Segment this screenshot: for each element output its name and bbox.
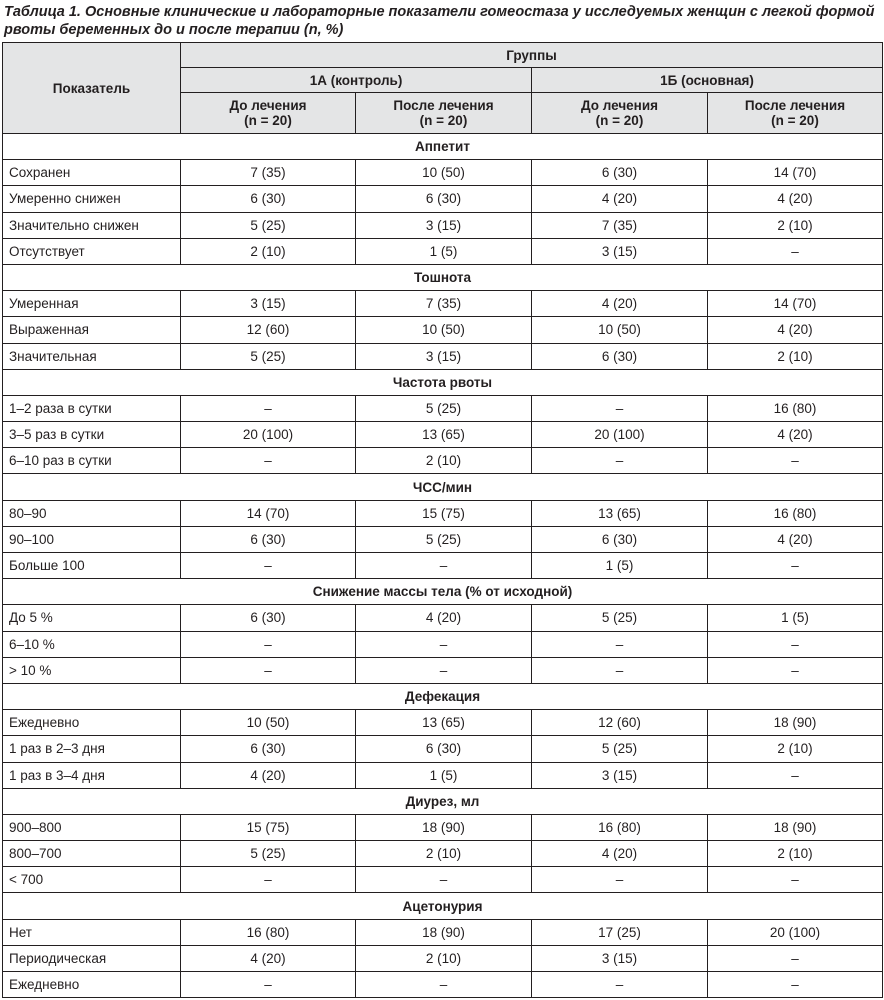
section-title: Частота рвоты bbox=[3, 369, 883, 395]
before-label: До лечения bbox=[580, 98, 659, 113]
cell-value: 14 (70) bbox=[181, 500, 356, 526]
row-label: Периодическая bbox=[3, 945, 181, 971]
table-row bbox=[3, 500, 883, 526]
cell-value: 16 (80) bbox=[708, 395, 883, 421]
cell-value: 4 (20) bbox=[708, 422, 883, 448]
table-row bbox=[3, 343, 883, 369]
section-row bbox=[3, 683, 883, 709]
cell-value: 6 (30) bbox=[532, 343, 708, 369]
cell-value: – bbox=[708, 762, 883, 788]
section-row bbox=[3, 264, 883, 290]
cell-value: 2 (10) bbox=[708, 736, 883, 762]
cell-value: 17 (25) bbox=[532, 919, 708, 945]
table-row bbox=[3, 762, 883, 788]
row-label: Отсутствует bbox=[3, 238, 181, 264]
cell-value: 6 (30) bbox=[181, 605, 356, 631]
cell-value: 4 (20) bbox=[708, 186, 883, 212]
cell-value: 3 (15) bbox=[356, 343, 532, 369]
header-indicator: Показатель bbox=[3, 43, 181, 134]
cell-value: 3 (15) bbox=[181, 291, 356, 317]
cell-value: 3 (15) bbox=[532, 238, 708, 264]
row-label: До 5 % bbox=[3, 605, 181, 631]
row-label: Нет bbox=[3, 919, 181, 945]
table-row bbox=[3, 160, 883, 186]
cell-value: 18 (90) bbox=[356, 814, 532, 840]
section-row bbox=[3, 134, 883, 160]
cell-value: 2 (10) bbox=[181, 238, 356, 264]
row-label: < 700 bbox=[3, 867, 181, 893]
table-row bbox=[3, 553, 883, 579]
cell-value: 4 (20) bbox=[708, 317, 883, 343]
cell-value: – bbox=[708, 657, 883, 683]
cell-value: 15 (75) bbox=[181, 814, 356, 840]
cell-value: 6 (30) bbox=[356, 736, 532, 762]
row-label: Значительно снижен bbox=[3, 212, 181, 238]
row-label: 3–5 раз в сутки bbox=[3, 422, 181, 448]
header-b-before bbox=[532, 93, 708, 134]
cell-value: 16 (80) bbox=[708, 500, 883, 526]
header-group-b: 1Б (основная) bbox=[532, 68, 883, 93]
cell-value: 10 (50) bbox=[356, 160, 532, 186]
cell-value: 3 (15) bbox=[356, 212, 532, 238]
cell-value: 16 (80) bbox=[532, 814, 708, 840]
cell-value: 16 (80) bbox=[181, 919, 356, 945]
table-row bbox=[3, 317, 883, 343]
cell-value: 13 (65) bbox=[532, 500, 708, 526]
table-row bbox=[3, 605, 883, 631]
cell-value: – bbox=[708, 553, 883, 579]
row-label: Выраженная bbox=[3, 317, 181, 343]
cell-value: 1 (5) bbox=[356, 762, 532, 788]
table-row bbox=[3, 841, 883, 867]
row-label: Умеренно снижен bbox=[3, 186, 181, 212]
section-title: Дефекация bbox=[3, 683, 883, 709]
cell-value: 4 (20) bbox=[532, 186, 708, 212]
row-label: 80–90 bbox=[3, 500, 181, 526]
header-groups: Группы bbox=[181, 43, 883, 68]
table-row bbox=[3, 186, 883, 212]
cell-value: – bbox=[181, 657, 356, 683]
cell-value: – bbox=[532, 631, 708, 657]
cell-value: 2 (10) bbox=[356, 448, 532, 474]
cell-value: 5 (25) bbox=[181, 212, 356, 238]
cell-value: 6 (30) bbox=[356, 186, 532, 212]
cell-value: – bbox=[708, 448, 883, 474]
cell-value: 5 (25) bbox=[181, 841, 356, 867]
table-row bbox=[3, 945, 883, 971]
cell-value: 10 (50) bbox=[532, 317, 708, 343]
row-label: > 10 % bbox=[3, 657, 181, 683]
cell-value: 6 (30) bbox=[532, 160, 708, 186]
row-label: 6–10 % bbox=[3, 631, 181, 657]
table-row bbox=[3, 710, 883, 736]
row-label: 1–2 раза в сутки bbox=[3, 395, 181, 421]
cell-value: 1 (5) bbox=[708, 605, 883, 631]
cell-value: – bbox=[708, 238, 883, 264]
cell-value: – bbox=[708, 945, 883, 971]
cell-value: – bbox=[532, 657, 708, 683]
cell-value: 2 (10) bbox=[708, 212, 883, 238]
cell-value: – bbox=[356, 972, 532, 998]
cell-value: 20 (100) bbox=[708, 919, 883, 945]
cell-value: – bbox=[181, 553, 356, 579]
section-row bbox=[3, 579, 883, 605]
section-title: Диурез, мл bbox=[3, 788, 883, 814]
section-title: Тошнота bbox=[3, 264, 883, 290]
section-title: Ацетонурия bbox=[3, 893, 883, 919]
cell-value: 15 (75) bbox=[356, 500, 532, 526]
table-row bbox=[3, 526, 883, 552]
table-row bbox=[3, 631, 883, 657]
row-label: Значительная bbox=[3, 343, 181, 369]
row-label: Умеренная bbox=[3, 291, 181, 317]
cell-value: 7 (35) bbox=[181, 160, 356, 186]
cell-value: – bbox=[532, 395, 708, 421]
cell-value: 1 (5) bbox=[356, 238, 532, 264]
cell-value: – bbox=[181, 395, 356, 421]
row-label: Ежедневно bbox=[3, 710, 181, 736]
table-row bbox=[3, 291, 883, 317]
cell-value: 3 (15) bbox=[532, 762, 708, 788]
row-label: 1 раз в 2–3 дня bbox=[3, 736, 181, 762]
row-label: Ежедневно bbox=[3, 972, 181, 998]
row-label: Больше 100 bbox=[3, 553, 181, 579]
cell-value: 2 (10) bbox=[708, 343, 883, 369]
table-row bbox=[3, 395, 883, 421]
section-row bbox=[3, 893, 883, 919]
cell-value: 5 (25) bbox=[356, 526, 532, 552]
cell-value: 14 (70) bbox=[708, 291, 883, 317]
section-title: Аппетит bbox=[3, 134, 883, 160]
cell-value: – bbox=[181, 631, 356, 657]
row-label: 6–10 раз в сутки bbox=[3, 448, 181, 474]
after-label: После лечения bbox=[744, 98, 846, 113]
n-label: (n = 20) bbox=[419, 113, 468, 128]
table-row bbox=[3, 919, 883, 945]
row-label: 1 раз в 3–4 дня bbox=[3, 762, 181, 788]
section-title: ЧСС/мин bbox=[3, 474, 883, 500]
row-label: Сохранен bbox=[3, 160, 181, 186]
cell-value: – bbox=[708, 631, 883, 657]
data-table bbox=[2, 42, 883, 998]
table-caption: Таблица 1. Основные клинические и лабораторные показатели гомеостаза у исследуемых женщин с легкой формой рвоты беременных до и после терапии (n, %) bbox=[4, 4, 875, 38]
cell-value: – bbox=[532, 867, 708, 893]
cell-value: – bbox=[181, 448, 356, 474]
cell-value: 1 (5) bbox=[532, 553, 708, 579]
table-row bbox=[3, 657, 883, 683]
n-label: (n = 20) bbox=[771, 113, 819, 128]
cell-value: 12 (60) bbox=[532, 710, 708, 736]
section-row bbox=[3, 369, 883, 395]
after-label: После лечения bbox=[393, 98, 494, 113]
cell-value: – bbox=[356, 553, 532, 579]
table-row bbox=[3, 736, 883, 762]
cell-value: – bbox=[708, 867, 883, 893]
table-row bbox=[3, 814, 883, 840]
header-b-after bbox=[708, 93, 883, 134]
before-label: До лечения bbox=[229, 98, 307, 113]
cell-value: – bbox=[532, 972, 708, 998]
table-row bbox=[3, 238, 883, 264]
cell-value: 5 (25) bbox=[532, 736, 708, 762]
row-label: 800–700 bbox=[3, 841, 181, 867]
cell-value: 5 (25) bbox=[356, 395, 532, 421]
table-header bbox=[3, 43, 883, 134]
cell-value: 4 (20) bbox=[532, 841, 708, 867]
cell-value: – bbox=[356, 631, 532, 657]
table-row bbox=[3, 867, 883, 893]
cell-value: 3 (15) bbox=[532, 945, 708, 971]
cell-value: – bbox=[356, 867, 532, 893]
table-row bbox=[3, 212, 883, 238]
header-group-a: 1А (контроль) bbox=[181, 68, 532, 93]
cell-value: 2 (10) bbox=[356, 945, 532, 971]
cell-value: – bbox=[356, 657, 532, 683]
cell-value: 2 (10) bbox=[708, 841, 883, 867]
section-row bbox=[3, 474, 883, 500]
section-title: Снижение массы тела (% от исходной) bbox=[3, 579, 883, 605]
cell-value: 5 (25) bbox=[532, 605, 708, 631]
cell-value: 7 (35) bbox=[532, 212, 708, 238]
section-row bbox=[3, 788, 883, 814]
row-label: 900–800 bbox=[3, 814, 181, 840]
cell-value: 4 (20) bbox=[181, 762, 356, 788]
n-label: (n = 20) bbox=[244, 113, 292, 128]
cell-value: 4 (20) bbox=[532, 291, 708, 317]
cell-value: 10 (50) bbox=[181, 710, 356, 736]
cell-value: 10 (50) bbox=[356, 317, 532, 343]
cell-value: 14 (70) bbox=[708, 160, 883, 186]
cell-value: – bbox=[532, 448, 708, 474]
table-body bbox=[3, 134, 883, 998]
cell-value: 5 (25) bbox=[181, 343, 356, 369]
cell-value: – bbox=[708, 972, 883, 998]
cell-value: 13 (65) bbox=[356, 422, 532, 448]
cell-value: – bbox=[181, 972, 356, 998]
header-a-before bbox=[181, 93, 356, 134]
cell-value: 18 (90) bbox=[708, 814, 883, 840]
table-row bbox=[3, 448, 883, 474]
cell-value: 6 (30) bbox=[181, 736, 356, 762]
n-label: (n = 20) bbox=[595, 113, 644, 128]
cell-value: 2 (10) bbox=[356, 841, 532, 867]
cell-value: – bbox=[181, 867, 356, 893]
cell-value: 7 (35) bbox=[356, 291, 532, 317]
cell-value: 4 (20) bbox=[708, 526, 883, 552]
cell-value: 20 (100) bbox=[532, 422, 708, 448]
cell-value: 13 (65) bbox=[356, 710, 532, 736]
cell-value: 6 (30) bbox=[532, 526, 708, 552]
table-row bbox=[3, 422, 883, 448]
cell-value: 20 (100) bbox=[181, 422, 356, 448]
header-a-after bbox=[356, 93, 532, 134]
cell-value: 4 (20) bbox=[356, 605, 532, 631]
row-label: 90–100 bbox=[3, 526, 181, 552]
table-row bbox=[3, 972, 883, 998]
cell-value: 12 (60) bbox=[181, 317, 356, 343]
cell-value: 18 (90) bbox=[708, 710, 883, 736]
cell-value: 18 (90) bbox=[356, 919, 532, 945]
cell-value: 6 (30) bbox=[181, 186, 356, 212]
cell-value: 4 (20) bbox=[181, 945, 356, 971]
cell-value: 6 (30) bbox=[181, 526, 356, 552]
